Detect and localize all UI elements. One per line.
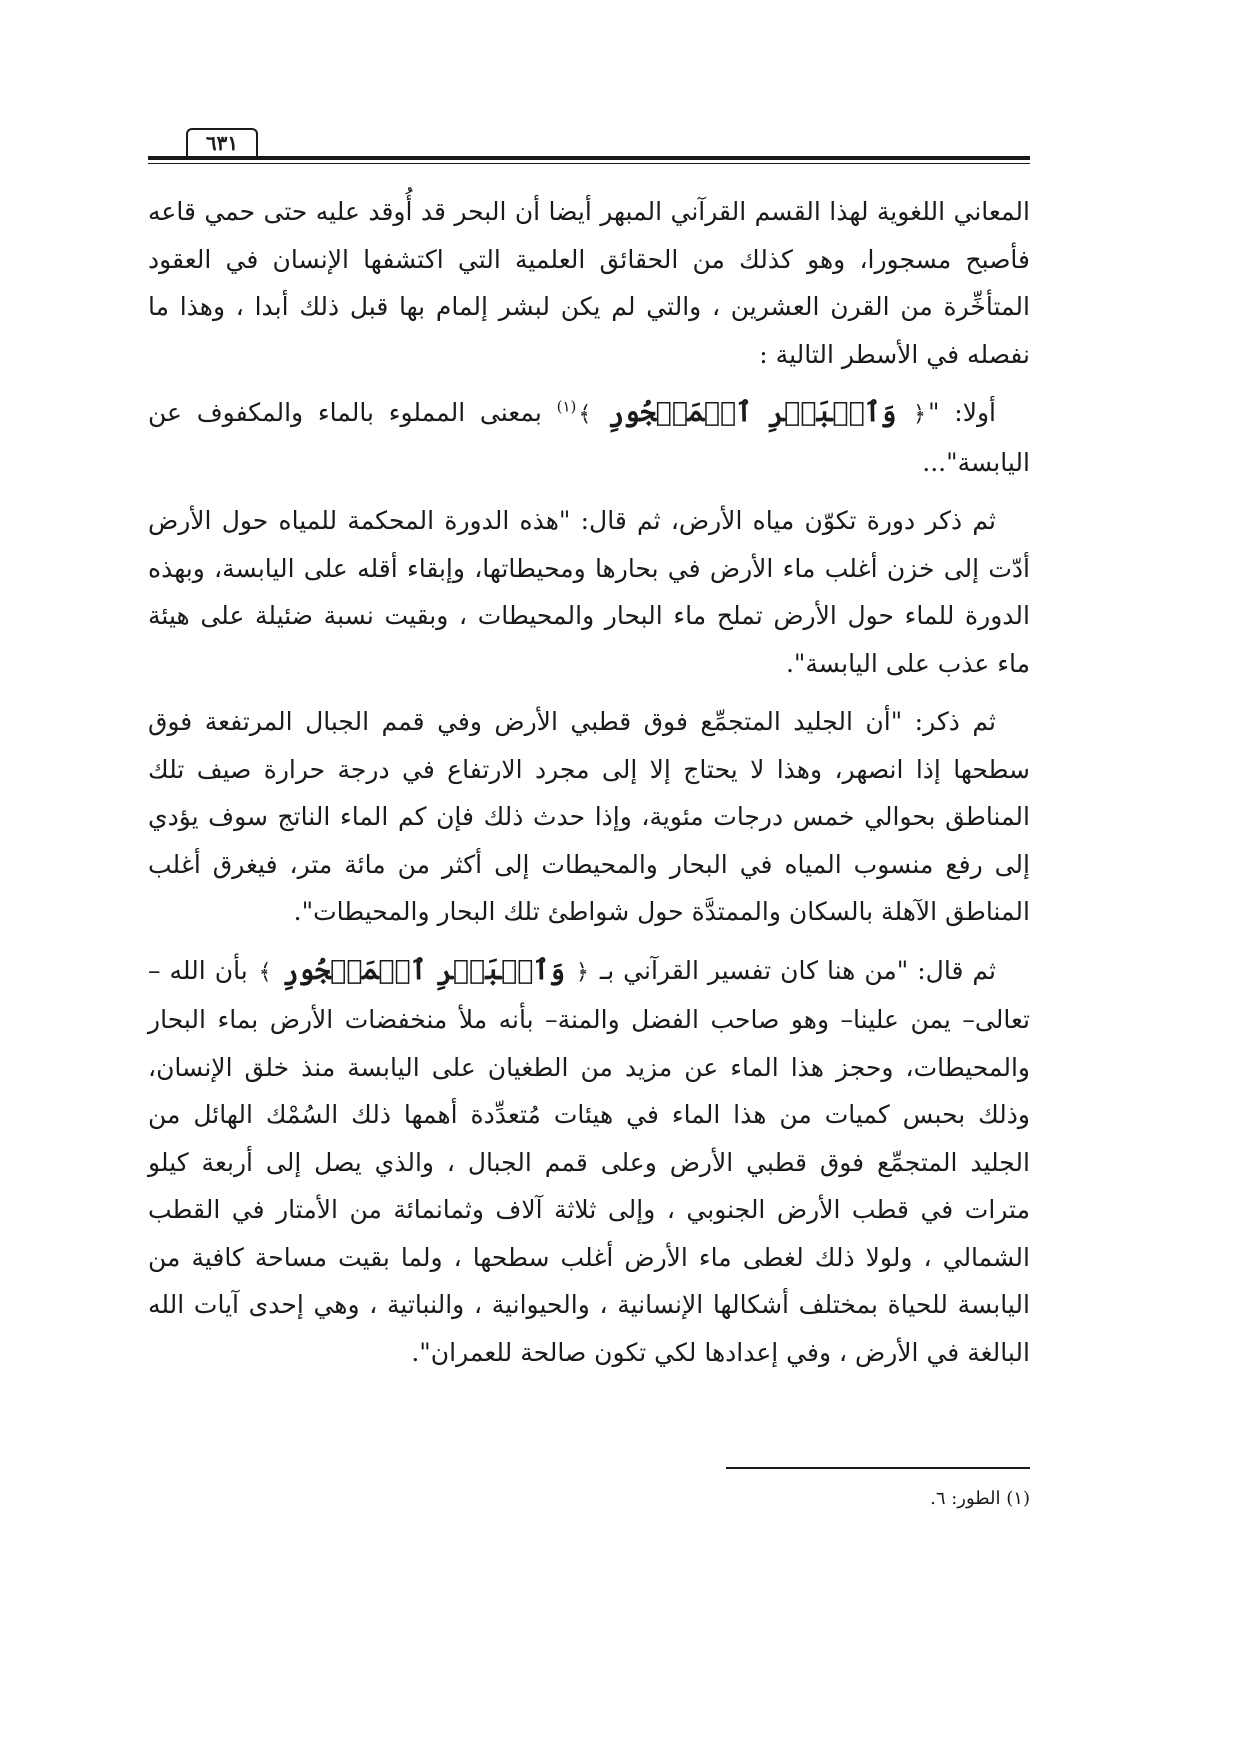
page-number: ٦٣١ (186, 128, 258, 156)
quran-ornament-open: ﴿ (913, 402, 926, 427)
page-header (148, 128, 1030, 168)
quran-ornament-close: ﴾ (258, 959, 272, 985)
paragraph-5-rest: بأن الله –تعالى– يمن علينا– وهو صاحب الفضل والمنة– بأنه ملأ منخفضات الأرض بماء البحار والمحيطات، وحجز هذا الماء عن مزيد من الطغيان على اليابسة منذ خلق الإنسان، وذلك بحبس كميات من هذا الماء في هيئات مُتعدِّدة أهمها ذلك السُمْك الهائل من الجليد المتجمِّع فوق قطبي الأرض وعلى قمم الجبال ، والذي يصل إلى أربعة كيلو مترات في قطب الأرض الجنوبي ، وإلى ثلاثة آلاف وثمانمائة من الأمتار في القطب الشمالي ، ولولا ذلك لغطى ماء الأرض أغلب سطحها ، ولما بقيت مساحة كافية من اليابسة للحياة بمختلف أشكالها الإنسانية ، والحيوانية ، والنباتية ، وهي إحدى آيات الله البالغة في الأرض ، وفي إعدادها لكي تكون صالحة للعمران". (148, 955, 1030, 1367)
quran-ornament-close: ﴾ (578, 402, 592, 427)
footnote-separator (726, 1467, 1030, 1469)
footnote-reference: (١) (556, 397, 577, 416)
paragraph-4: ثم ذكر: "أن الجليد المتجمِّع فوق قطبي الأرض وفي قمم الجبال المرتفعة فوق سطحها إذا انصهر، وهذا لا يحتاج إلا إلى مجرد الارتفاع في درجة حرارة صيف تلك المناطق بحوالي خمس درجات مئوية، وإذا حدث ذلك فإن كم الماء الناتج سوف يؤدي إلى رفع منسوب المياه في البحار والمحيطات إلى أكثر من مائة متر، فيغرق أغلب المناطق الآهلة بالسكان والممتدَّة حول شواطئ تلك البحار والمحيطات". (148, 707, 1030, 926)
quran-ornament-open: ﴿ (576, 959, 589, 985)
paragraph-3: ثم ذكر دورة تكوّن مياه الأرض، ثم قال: "هذه الدورة المحكمة للمياه حول الأرض أدّت إلى خزن أغلب ماء الأرض في بحارها ومحيطاتها، وإبقاء أقله على اليابسة، وبهذه الدورة للماء حول الأرض تملح ماء البحار والمحيطات ، وبقيت نسبة ضئيلة على هيئة ماء عذب على اليابسة". (148, 506, 1030, 678)
paragraph-5 (148, 947, 1030, 1377)
paragraph-2-lead: أولا: " (928, 398, 996, 427)
header-rule-thick (148, 156, 1030, 160)
paragraph-2-rest: بمعنى المملوء بالماء والمكفوف عن اليابسة"... (148, 398, 1030, 477)
footnote: (١) الطور: ٦. (930, 1488, 1030, 1509)
quran-verse: وَٱلۡبَحۡرِ ٱلۡمَسۡجُورِ (608, 397, 897, 428)
paragraph-5-lead: ثم قال: "من هنا كان تفسير القرآني بـ (590, 955, 996, 985)
header-rule-thin (148, 163, 1030, 164)
main-text (148, 188, 1030, 1387)
paragraph-2 (148, 389, 1030, 486)
paragraph-1: المعاني اللغوية لهذا القسم القرآني المبهر أيضا أن البحر قد أُوقد عليه حتى حمي قاعه فأصبح مسجورا، وهو كذلك من الحقائق العلمية التي اكتشفها الإنسان في العقود المتأخِّرة من القرن العشرين ، والتي لم يكن لبشر إلمام بها قبل ذلك أبدا ، وهذا ما نفصله في الأسطر التالية : (148, 197, 1030, 369)
quran-verse: وَٱلۡبَحۡرِ ٱلۡمَسۡجُورِ (282, 954, 565, 986)
